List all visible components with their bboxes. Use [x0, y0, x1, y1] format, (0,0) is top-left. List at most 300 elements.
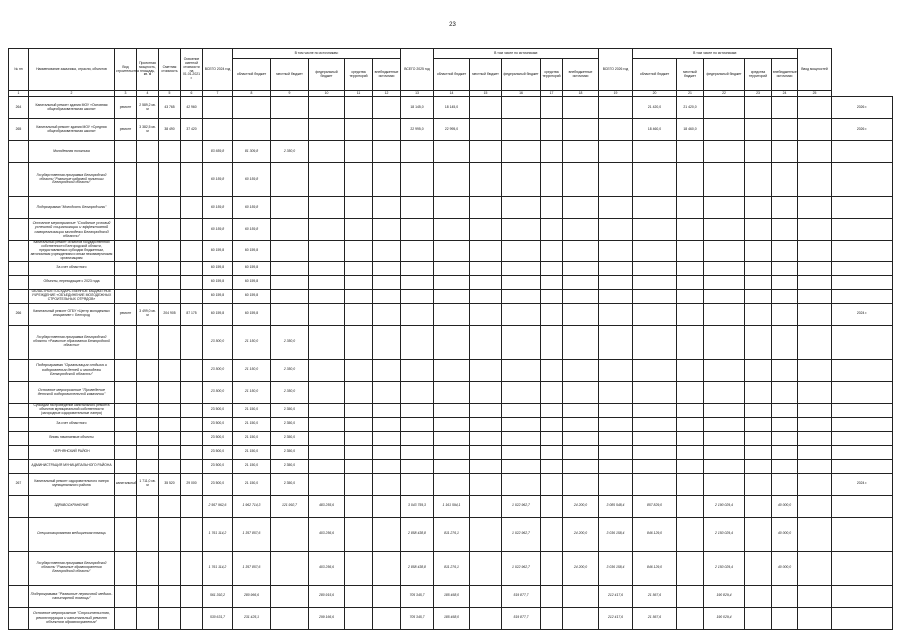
value-cell	[271, 97, 309, 119]
value-cell	[677, 197, 704, 219]
value-cell	[401, 473, 434, 495]
value-cell	[271, 517, 309, 551]
value-cell	[345, 219, 373, 241]
value-cell	[401, 303, 434, 325]
hdr-src-b-5: внебюджетные источники	[563, 59, 599, 91]
hdr-cost: Сметная стоимость	[159, 49, 181, 91]
value-cell	[798, 119, 832, 141]
row-commissioning-cell	[832, 445, 893, 459]
value-cell: 60 159,8	[203, 197, 233, 219]
row-name-cell: Капитальный ремонт здания МОУ «Основная общеобразовательная школа»	[29, 97, 115, 119]
hdr-src-c-4: средства территорий	[745, 59, 772, 91]
value-cell	[373, 325, 401, 359]
value-cell	[541, 417, 563, 431]
row-cost-cell: 35 520	[159, 473, 181, 495]
row-capacity-cell	[137, 381, 159, 403]
value-cell	[772, 445, 798, 459]
value-cell	[745, 303, 772, 325]
value-cell	[401, 275, 434, 289]
value-cell: 1 022 962,7	[502, 495, 541, 517]
row-cost-cell	[159, 607, 181, 629]
value-cell: 60 159,8	[233, 275, 271, 289]
value-cell	[745, 163, 772, 197]
value-cell	[704, 141, 745, 163]
row-cost-cell	[159, 197, 181, 219]
value-cell: 18 460,0	[677, 119, 704, 141]
value-cell	[470, 607, 502, 629]
row-commissioning-cell	[832, 163, 893, 197]
row-kind-cell	[115, 141, 137, 163]
row-capacity-cell	[137, 607, 159, 629]
value-cell	[745, 275, 772, 289]
value-cell	[772, 219, 798, 241]
value-cell: 21 420,0	[677, 97, 704, 119]
table-row	[9, 417, 893, 431]
value-cell	[309, 431, 345, 445]
value-cell	[470, 325, 502, 359]
hdr-src-c-3: федеральный бюджет	[704, 59, 745, 91]
value-cell	[599, 97, 633, 119]
value-cell	[470, 119, 502, 141]
value-cell	[798, 141, 832, 163]
value-cell	[434, 241, 470, 262]
value-cell	[309, 197, 345, 219]
value-cell	[541, 431, 563, 445]
row-number-cell	[9, 275, 29, 289]
value-cell	[373, 141, 401, 163]
value-cell	[745, 445, 772, 459]
value-cell	[745, 417, 772, 431]
value-cell	[633, 219, 677, 241]
value-cell	[271, 551, 309, 585]
value-cell	[401, 261, 434, 275]
row-commissioning-cell	[832, 359, 893, 381]
row-number-cell	[9, 459, 29, 473]
table-row	[9, 303, 893, 325]
value-cell	[470, 141, 502, 163]
value-cell	[345, 403, 373, 417]
row-name-cell: Вновь начинаемые объекты	[29, 431, 115, 445]
value-cell	[470, 381, 502, 403]
column-number-cell: 23	[745, 91, 772, 97]
hdr-src-c-1: областной бюджет	[633, 59, 677, 91]
value-cell: 18 145,0	[401, 97, 434, 119]
value-cell	[470, 219, 502, 241]
value-cell	[677, 459, 704, 473]
value-cell	[345, 495, 373, 517]
table-row	[9, 381, 893, 403]
value-cell	[541, 325, 563, 359]
value-cell	[798, 219, 832, 241]
row-unspent-cell	[181, 551, 203, 585]
value-cell: 40 000,0	[772, 495, 798, 517]
value-cell	[502, 431, 541, 445]
value-cell	[704, 219, 745, 241]
row-kind-cell	[115, 551, 137, 585]
hdr-group-2024: В том числе по источникам:	[233, 49, 401, 59]
value-cell	[502, 303, 541, 325]
value-cell	[373, 241, 401, 262]
row-number-cell: 265	[9, 119, 29, 141]
value-cell: 40 000,0	[772, 551, 798, 585]
value-cell	[541, 551, 563, 585]
hdr-src-a-2: местный бюджет	[271, 59, 309, 91]
value-cell	[541, 473, 563, 495]
value-cell: 21 150,0	[233, 473, 271, 495]
row-kind-cell	[115, 431, 137, 445]
row-cost-cell	[159, 459, 181, 473]
row-kind-cell	[115, 403, 137, 417]
value-cell	[502, 473, 541, 495]
value-cell	[373, 97, 401, 119]
value-cell	[772, 289, 798, 303]
value-cell	[401, 141, 434, 163]
value-cell: 705 345,7	[401, 585, 434, 607]
value-cell	[309, 325, 345, 359]
row-name-cell: Подпрограмма "Организация отдыха и оздоровления детей и молодежи Белгородской области"	[29, 359, 115, 381]
row-number-cell: 264	[9, 97, 29, 119]
value-cell: 60 159,8	[233, 163, 271, 197]
row-kind-cell	[115, 607, 137, 629]
value-cell	[745, 585, 772, 607]
value-cell: 23 500,0	[203, 381, 233, 403]
value-cell	[434, 219, 470, 241]
value-cell	[745, 459, 772, 473]
row-name-cell: Государственная программа Белгородской области "Развитие кадровой политики Белгородской области"	[29, 163, 115, 197]
row-name-cell: Основное мероприятие "Создание условий успешной социализации и эффективной самореализации молодежи Белгородской области"	[29, 219, 115, 241]
row-capacity-cell	[137, 261, 159, 275]
value-cell: 60 159,8	[203, 163, 233, 197]
table-row	[9, 97, 893, 119]
value-cell	[345, 431, 373, 445]
row-number-cell	[9, 219, 29, 241]
value-cell	[434, 275, 470, 289]
row-name-cell: Объекты, переходящие с 2023 года	[29, 275, 115, 289]
value-cell: 519 877,7	[502, 607, 541, 629]
row-commissioning-cell	[832, 517, 893, 551]
row-number-cell	[9, 607, 29, 629]
column-number-cell: 25	[798, 91, 832, 97]
value-cell: 1 022 962,7	[502, 551, 541, 585]
table-row	[9, 359, 893, 381]
value-cell	[502, 163, 541, 197]
value-cell	[345, 585, 373, 607]
value-cell: 212 417,6	[599, 585, 633, 607]
row-commissioning-cell: 2024 г.	[832, 303, 893, 325]
row-unspent-cell	[181, 431, 203, 445]
value-cell	[704, 261, 745, 275]
value-cell	[271, 219, 309, 241]
value-cell: 3 036 158,4	[599, 551, 633, 585]
value-cell	[745, 219, 772, 241]
value-cell	[633, 403, 677, 417]
value-cell	[563, 585, 599, 607]
value-cell	[309, 261, 345, 275]
table-row	[9, 219, 893, 241]
value-cell	[309, 219, 345, 241]
value-cell	[434, 289, 470, 303]
row-unspent-cell: 87 175	[181, 303, 203, 325]
value-cell	[704, 359, 745, 381]
value-cell	[704, 275, 745, 289]
row-unspent-cell	[181, 219, 203, 241]
row-number-cell	[9, 417, 29, 431]
column-number-cell: 4	[137, 91, 159, 97]
value-cell	[373, 119, 401, 141]
value-cell	[798, 417, 832, 431]
value-cell	[633, 445, 677, 459]
value-cell	[704, 97, 745, 119]
value-cell	[599, 303, 633, 325]
value-cell	[502, 359, 541, 381]
value-cell: 3 043 759,3	[401, 495, 434, 517]
value-cell	[599, 473, 633, 495]
column-number-cell: 5	[159, 91, 181, 97]
value-cell	[434, 431, 470, 445]
value-cell: 403 256,6	[309, 517, 345, 551]
value-cell	[633, 473, 677, 495]
value-cell	[599, 241, 633, 262]
value-cell	[345, 517, 373, 551]
row-kind-cell	[115, 417, 137, 431]
value-cell	[563, 219, 599, 241]
value-cell	[745, 551, 772, 585]
value-cell	[373, 381, 401, 403]
value-cell	[373, 289, 401, 303]
value-cell	[271, 585, 309, 607]
row-kind-cell	[115, 325, 137, 359]
value-cell	[704, 459, 745, 473]
value-cell	[470, 445, 502, 459]
value-cell	[541, 303, 563, 325]
value-cell	[677, 289, 704, 303]
value-cell	[798, 445, 832, 459]
value-cell	[309, 97, 345, 119]
value-cell: 22 995,0	[434, 119, 470, 141]
row-cost-cell: 38 490	[159, 119, 181, 141]
value-cell	[677, 219, 704, 241]
row-unspent-cell	[181, 289, 203, 303]
value-cell: 705 345,7	[401, 607, 434, 629]
value-cell: 185 468,0	[434, 607, 470, 629]
column-number-cell: 13	[401, 91, 434, 97]
value-cell	[745, 607, 772, 629]
value-cell: 2 150 029,4	[704, 517, 745, 551]
value-cell	[401, 197, 434, 219]
value-cell	[772, 359, 798, 381]
hdr-src-a-5: внебюджетные источники	[373, 59, 401, 91]
value-cell	[798, 275, 832, 289]
value-cell	[599, 141, 633, 163]
value-cell	[798, 289, 832, 303]
value-cell	[373, 303, 401, 325]
value-cell: 280 966,6	[233, 585, 271, 607]
row-number-cell	[9, 359, 29, 381]
column-number-cell: 1	[9, 91, 29, 97]
value-cell	[309, 381, 345, 403]
value-cell	[704, 119, 745, 141]
value-cell	[502, 241, 541, 262]
value-cell	[745, 431, 772, 445]
row-name-cell: Специализированная медицинская помощь	[29, 517, 115, 551]
value-cell	[345, 607, 373, 629]
value-cell: 2 190 029,4	[704, 495, 745, 517]
column-number-cell: 14	[434, 91, 470, 97]
value-cell: 212 417,6	[599, 607, 633, 629]
value-cell	[541, 119, 563, 141]
hdr-src-a-3: федеральный бюджет	[309, 59, 345, 91]
row-number-cell	[9, 551, 29, 585]
column-number-cell: 24	[772, 91, 798, 97]
row-name-cell: За счет областного	[29, 261, 115, 275]
row-name-cell: Капитальный ремонт здания МОУ «Средняя общеобразовательная школа»	[29, 119, 115, 141]
value-cell: 519 877,7	[502, 585, 541, 607]
value-cell	[745, 97, 772, 119]
value-cell	[502, 219, 541, 241]
value-cell	[345, 551, 373, 585]
row-number-cell	[9, 431, 29, 445]
value-cell: 81 309,8	[233, 141, 271, 163]
row-capacity-cell	[137, 359, 159, 381]
value-cell	[677, 431, 704, 445]
table-row	[9, 459, 893, 473]
value-cell	[470, 303, 502, 325]
value-cell	[798, 459, 832, 473]
value-cell	[563, 459, 599, 473]
table-row	[9, 431, 893, 445]
value-cell	[798, 403, 832, 417]
table-row	[9, 607, 893, 629]
value-cell	[401, 459, 434, 473]
value-cell	[541, 495, 563, 517]
value-cell	[373, 495, 401, 517]
value-cell	[345, 459, 373, 473]
value-cell	[798, 473, 832, 495]
hdr-src-b-1: областной бюджет	[434, 59, 470, 91]
row-capacity-cell	[137, 241, 159, 262]
value-cell	[345, 289, 373, 303]
value-cell	[745, 473, 772, 495]
value-cell	[434, 445, 470, 459]
value-cell	[470, 403, 502, 417]
row-name-cell: ЧЕРНЯНСКИЙ РАЙОН	[29, 445, 115, 459]
value-cell	[502, 97, 541, 119]
value-cell	[401, 241, 434, 262]
hdr-unspent: Освоение сметной стоимости на 01.01.2021 г.	[181, 49, 203, 91]
row-commissioning-cell	[832, 141, 893, 163]
value-cell	[745, 495, 772, 517]
row-capacity-cell: 2 589,2 кв. м	[137, 97, 159, 119]
value-cell	[401, 445, 434, 459]
row-kind-cell: капитальный	[115, 473, 137, 495]
row-kind-cell	[115, 197, 137, 219]
column-number-cell: 3	[115, 91, 137, 97]
column-number-cell: 12	[373, 91, 401, 97]
row-capacity-cell	[137, 445, 159, 459]
value-cell: 1 022 962,7	[502, 517, 541, 551]
value-cell	[677, 241, 704, 262]
row-commissioning-cell	[832, 381, 893, 403]
value-cell	[345, 141, 373, 163]
row-kind-cell: ремонт	[115, 119, 137, 141]
value-cell: 60 159,8	[233, 219, 271, 241]
value-cell: 21 420,0	[633, 97, 677, 119]
value-cell	[677, 517, 704, 551]
hdr-total-2026: ВСЕГО 2026 год	[599, 49, 633, 91]
value-cell: 530 631,7	[203, 607, 233, 629]
row-name-cell: Капитальный ремонт оздоровительного лагеря муниципального района	[29, 473, 115, 495]
value-cell	[798, 303, 832, 325]
value-cell: 2 350,0	[271, 381, 309, 403]
row-name-cell: Государственная программа Белгородской области "Развитие здравоохранения Белгородской области"	[29, 551, 115, 585]
value-cell	[798, 197, 832, 219]
value-cell: 190 829,4	[704, 585, 745, 607]
value-cell	[345, 473, 373, 495]
row-name-cell: АДМИНИСТРАЦИЯ МУНИЦИПАЛЬНОГО РАЙОНА	[29, 459, 115, 473]
row-unspent-cell	[181, 381, 203, 403]
value-cell	[434, 303, 470, 325]
value-cell	[772, 97, 798, 119]
row-capacity-cell	[137, 517, 159, 551]
value-cell	[541, 607, 563, 629]
table-row	[9, 275, 893, 289]
column-number-cell: 7	[203, 91, 233, 97]
row-number-cell	[9, 141, 29, 163]
value-cell	[599, 219, 633, 241]
value-cell	[434, 381, 470, 403]
hdr-src-a-4: средства территорий	[345, 59, 373, 91]
row-kind-cell	[115, 219, 137, 241]
value-cell	[563, 381, 599, 403]
row-commissioning-cell	[832, 459, 893, 473]
row-name-cell: Государственная программа Белгородской области «Развитие образования Белгородской области»	[29, 325, 115, 359]
value-cell	[373, 261, 401, 275]
value-cell	[599, 261, 633, 275]
value-cell	[541, 459, 563, 473]
value-cell: 23 500,0	[203, 445, 233, 459]
value-cell	[599, 431, 633, 445]
value-cell	[772, 119, 798, 141]
value-cell	[798, 495, 832, 517]
value-cell	[470, 97, 502, 119]
row-capacity-cell	[137, 325, 159, 359]
value-cell	[704, 417, 745, 431]
value-cell: 2 350,0	[271, 445, 309, 459]
value-cell: 60 159,8	[233, 303, 271, 325]
value-cell	[599, 197, 633, 219]
value-cell	[309, 119, 345, 141]
value-cell: 1 357 857,6	[233, 551, 271, 585]
value-cell	[541, 403, 563, 417]
value-cell	[563, 473, 599, 495]
value-cell	[798, 359, 832, 381]
row-cost-cell	[159, 241, 181, 262]
value-cell: 24 200,0	[563, 495, 599, 517]
value-cell	[772, 607, 798, 629]
row-capacity-cell	[137, 417, 159, 431]
value-cell: 21 150,0	[233, 325, 271, 359]
value-cell	[772, 241, 798, 262]
row-name-cell: Подпрограмма "Развитие первичной медико-санитарной помощи"	[29, 585, 115, 607]
hdr-src-b-3: федеральный бюджет	[502, 59, 541, 91]
value-cell	[677, 585, 704, 607]
value-cell	[309, 403, 345, 417]
value-cell	[704, 403, 745, 417]
column-number-cell: 17	[541, 91, 563, 97]
table-row	[9, 261, 893, 275]
value-cell	[470, 261, 502, 275]
value-cell: 2 858 438,8	[401, 551, 434, 585]
